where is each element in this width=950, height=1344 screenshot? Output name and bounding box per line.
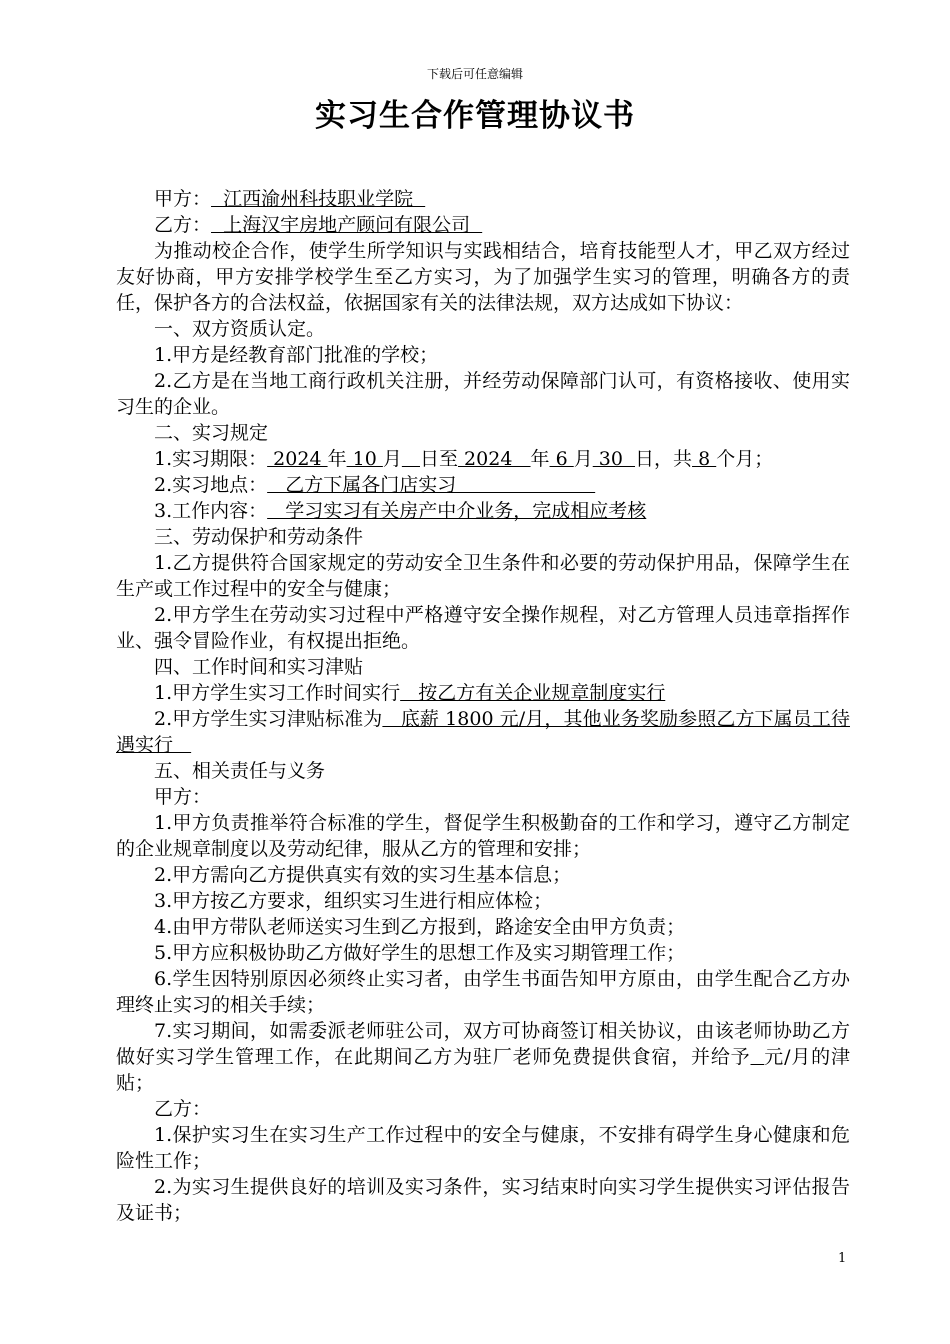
section-1-item: 2.乙方是在当地工商行政机关注册，并经劳动保障部门认可，有资格接收、使用实习生的企业。 — [116, 370, 850, 418]
period-text: 月 — [382, 448, 402, 470]
party-b-duty: 1.保护实习生在实习生产工作过程中的安全与健康，不安排有碍学生身心健康和危险性工作； — [116, 1124, 850, 1172]
section-3-item: 2.甲方学生在劳动实习过程中严格遵守安全操作规程，对乙方管理人员违章指挥作业、强令冒险作业，有权提出拒绝。 — [116, 604, 850, 652]
work-hours-line — [116, 680, 850, 706]
intro-paragraph: 为推动校企合作，使学生所学知识与实践相结合，培育技能型人才，甲乙双方经过友好协商，甲方安排学校学生至乙方实习，为了加强学生实习的管理，明确各方的责任，保护各方的合法权益，依据国家有关的法律法规，双方达成如下协议： — [116, 240, 850, 314]
party-a-line — [116, 186, 850, 212]
page-header: 下载后可任意编辑 — [426, 67, 523, 81]
party-b-value: 上海汉宇房地产顾问有限公司 — [211, 214, 483, 236]
duty-text: 元/月的津贴； — [116, 1046, 850, 1094]
hours-value: 按乙方有关企业规章制度实行 — [400, 682, 666, 704]
party-a-duty: 2.甲方需向乙方提供真实有效的实习生基本信息； — [154, 864, 572, 886]
period-text: 年 — [327, 448, 347, 470]
document-body — [116, 186, 850, 1226]
period-text: 日，共 — [635, 448, 693, 470]
party-a-duty — [116, 1018, 850, 1096]
end-year: 2024 — [458, 448, 531, 470]
period-text: 年 — [530, 448, 550, 470]
internship-place-line — [116, 472, 850, 498]
work-content-line — [116, 498, 850, 524]
pay-label: 2.甲方学生实习津贴标准为 — [154, 708, 383, 730]
party-a-duty: 5.甲方应积极协助乙方做好学生的思想工作及实习期管理工作； — [154, 942, 686, 964]
hours-label: 1.甲方学生实习工作时间实行 — [154, 682, 401, 704]
section-4-heading: 四、工作时间和实习津贴 — [154, 656, 364, 678]
start-day — [402, 448, 420, 470]
allowance-line — [116, 706, 850, 758]
party-b-duties-label: 乙方： — [154, 1098, 212, 1120]
party-b-duty: 2.为实习生提供良好的培训及实习条件，实习结束时向实习学生提供实习评估报告及证书； — [116, 1176, 850, 1224]
internship-period-line — [116, 446, 850, 472]
start-year: 2024 — [267, 448, 328, 470]
period-label: 1.实习期限： — [154, 448, 268, 470]
party-a-duties-label: 甲方： — [154, 786, 212, 808]
party-a-duty: 3.甲方按乙方要求，组织实习生进行相应体检； — [154, 890, 553, 912]
party-a-duty: 1.甲方负责推举符合标准的学生，督促学生积极勤奋的工作和学习，遵守乙方制定的企业规章制度以及劳动纪律，服从乙方的管理和安排； — [116, 812, 850, 860]
document-title: 实习生合作管理协议书 — [315, 98, 635, 134]
content-label: 3.工作内容： — [154, 500, 268, 522]
party-a-duty: 6.学生因特别原因必须终止实习者，由学生书面告知甲方原由，由学生配合乙方办理终止实习的相关手续； — [116, 968, 850, 1016]
section-1-item: 1.甲方是经教育部门批准的学校； — [154, 344, 439, 366]
party-a-value: 江西渝州科技职业学院 — [211, 188, 426, 210]
place-value: 乙方下属各门店实习 — [267, 474, 596, 496]
start-month: 10 — [346, 448, 383, 470]
party-a-label: 甲方： — [154, 188, 212, 210]
content-value: 学习实习有关房产中介业务，完成相应考核 — [267, 500, 647, 522]
place-label: 2.实习地点： — [154, 474, 268, 496]
period-text: 月 — [573, 448, 593, 470]
duty-text: 7.实习期间，如需委派老师驻公司，双方可协商签订相关协议，由该老师协助乙方做好实习学生管理工作，在此期间乙方为驻厂老师免费提供食宿，并给予 — [116, 1020, 850, 1068]
party-a-duty: 4.由甲方带队老师送实习生到乙方报到，路途安全由甲方负责； — [154, 916, 686, 938]
period-text: 个月； — [716, 448, 774, 470]
allowance-blank — [751, 1046, 765, 1068]
section-2-heading: 二、实习规定 — [154, 422, 269, 444]
section-3-item: 1.乙方提供符合国家规定的劳动安全卫生条件和必要的劳动保护用品，保障学生在生产或工作过程中的安全与健康； — [116, 552, 850, 600]
end-month: 6 — [549, 448, 574, 470]
period-text: 日至 — [420, 448, 459, 470]
party-b-label: 乙方： — [154, 214, 212, 236]
section-5-heading: 五、相关责任与义务 — [154, 760, 326, 782]
end-day: 30 — [592, 448, 636, 470]
section-1-heading: 一、双方资质认定。 — [154, 318, 326, 340]
party-b-line — [116, 212, 850, 238]
section-3-heading: 三、劳动保护和劳动条件 — [154, 526, 364, 548]
pay-value: 底薪 1800 元/月，其他业务奖励参照乙方下属员工待遇实行 — [116, 708, 850, 756]
duration-months: 8 — [692, 448, 717, 470]
page-number: 1 — [838, 1251, 847, 1266]
